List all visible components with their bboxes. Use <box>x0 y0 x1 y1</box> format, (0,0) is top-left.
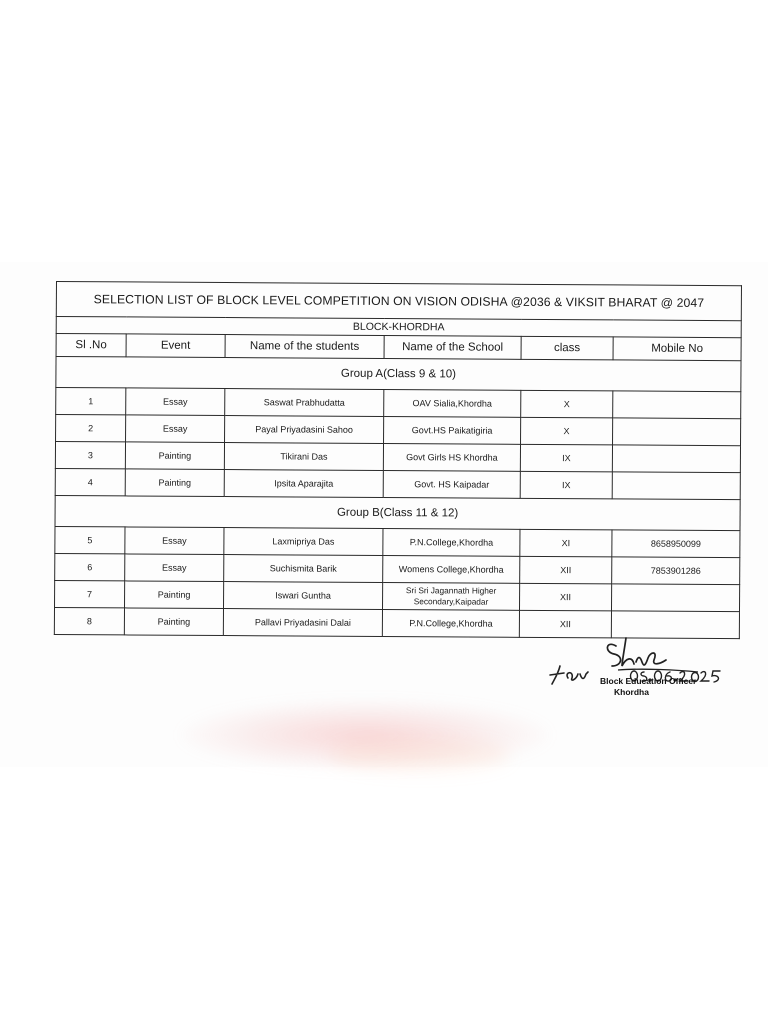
cell-event: Essay <box>125 527 224 555</box>
cell-school-name: Sri Sri Jagannath Higher Secondary,Kaipadar <box>382 583 519 611</box>
cell-student-name: Tikirani Das <box>224 443 383 471</box>
cell-school-name: Govt. HS Kaipadar <box>383 471 520 499</box>
header-mobile: Mobile No <box>613 337 741 361</box>
title-row <box>56 282 741 321</box>
cell-school-name: P.N.College,Khordha <box>382 610 519 638</box>
cell-class: XII <box>520 556 612 584</box>
cell-event: Essay <box>126 415 225 443</box>
group-row <box>55 495 740 530</box>
document-title: SELECTION LIST OF BLOCK LEVEL COMPETITION ON VISION ODISHA @2036 & VIKSIT BHARAT @ 2047 <box>56 282 741 321</box>
cell-mobile-no: 8658950099 <box>612 530 740 558</box>
ink-smudge-secondary <box>330 740 510 772</box>
cell-class: X <box>521 390 613 418</box>
signature-designation: Block Education Officer <box>600 676 697 686</box>
table-row <box>55 553 740 584</box>
table-row <box>55 442 740 473</box>
group-row <box>56 357 741 392</box>
cell-event: Painting <box>124 608 223 636</box>
cell-sl-no: 5 <box>55 526 125 553</box>
cell-student-name: Ipsita Aparajita <box>224 470 383 498</box>
header-event: Event <box>126 334 225 358</box>
table-row <box>55 468 740 499</box>
cell-class: X <box>521 417 613 445</box>
cell-school-name: Govt Girls HS Khordha <box>383 444 520 472</box>
cell-sl-no: 2 <box>56 415 126 442</box>
selection-table <box>54 281 742 639</box>
cell-class: XI <box>520 529 612 557</box>
cell-sl-no: 4 <box>55 468 125 495</box>
cell-class: IX <box>520 471 612 499</box>
cell-student-name: Saswat Prabhudatta <box>225 389 384 417</box>
cell-school-name: Govt.HS Paikatigiria <box>384 417 521 445</box>
cell-sl-no: 6 <box>55 553 125 580</box>
cell-class: XII <box>519 610 611 638</box>
cell-event: Painting <box>125 581 224 609</box>
cell-student-name: Payal Priyadasini Sahoo <box>225 416 384 444</box>
cell-sl-no: 1 <box>56 388 126 415</box>
cell-sl-no: 3 <box>55 442 125 469</box>
group-label: Group A(Class 9 & 10) <box>56 357 741 392</box>
table-row <box>55 526 740 557</box>
cell-student-name: Pallavi Priyadasini Dalai <box>223 609 382 637</box>
cell-sl-no: 8 <box>54 607 124 634</box>
cell-class: XII <box>519 583 611 611</box>
cell-school-name: P.N.College,Khordha <box>383 529 520 557</box>
cell-event: Essay <box>125 554 224 582</box>
cell-class: IX <box>520 444 612 472</box>
cell-school-name: OAV Sialia,Khordha <box>384 390 521 418</box>
cell-mobile-no <box>612 445 740 473</box>
cell-sl-no: 7 <box>55 580 125 607</box>
table-row <box>56 388 741 419</box>
signature-block <box>600 676 740 698</box>
cell-event: Painting <box>125 469 224 497</box>
cell-mobile-no <box>613 391 741 419</box>
cell-mobile-no <box>611 584 739 612</box>
group-label: Group B(Class 11 & 12) <box>55 495 740 530</box>
cell-student-name: Iswari Guntha <box>224 582 383 610</box>
cell-mobile-no <box>612 472 740 500</box>
selection-list-document <box>54 281 741 639</box>
cell-student-name: Suchismita Barik <box>224 555 383 583</box>
cell-event: Painting <box>125 442 224 470</box>
table-row <box>55 580 740 611</box>
signature-place: Khordha <box>614 687 649 697</box>
header-class: class <box>521 336 613 360</box>
header-sl-no: Sl .No <box>56 334 126 357</box>
header-student: Name of the students <box>225 335 384 359</box>
cell-mobile-no: 7853901286 <box>612 557 740 585</box>
cell-event: Essay <box>126 388 225 416</box>
header-school: Name of the School <box>384 336 521 360</box>
cell-student-name: Laxmipriya Das <box>224 528 383 556</box>
cell-mobile-no <box>613 418 741 446</box>
block-name: BLOCK-KHORDHA <box>56 317 741 338</box>
cell-school-name: Womens College,Khordha <box>383 556 520 584</box>
table-row <box>56 415 741 446</box>
